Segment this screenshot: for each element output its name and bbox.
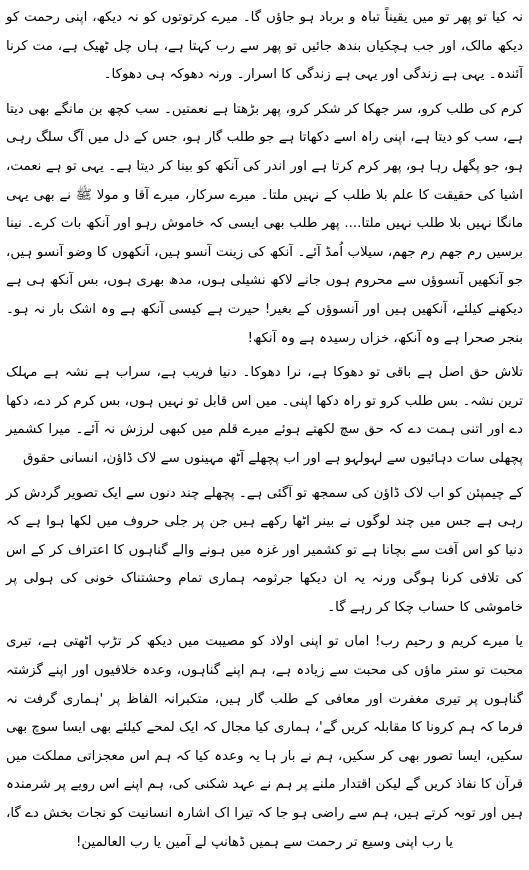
paragraph-3: تلاش حق اصل ہے باقی تو دھوکا ہے، نرا دھوکا۔ دنیا فریب ہے، سراب ہے نشہ ہے مہلک ترین نشہ۔ بس طلب کرو تو راہ دکھا اپنی۔ میں اس قابل تو نہیں ہوں، بس کرم کر دے، دکھا دے اور اتنی ہمت دے کہ حق سچ لکھتے ہوئے میرے قلم میں کبھی لرزش نہ آئے۔ میرا کشمیر پچھلی سات دہائیوں سے لہولہو ہے اور اب پچھلے آٹھ مہینوں سے لاک ڈاؤن، انسانی حقوق [6, 365, 523, 466]
paragraph-4: کے چیمپئن کو اب لاک ڈاؤن کی سمجھ تو آگئی ہے۔ پچھلے چند دنوں سے ایک تصویر گردش کر رہی ہے جس میں چند لوگوں نے بینر اٹھا رکھے ہیں جن پر جلی حروف میں لکھا ہوا ہے کہ دنیا کو اس آفت سے بچانا ہے تو کشمیر اور غزہ میں ہونے والے گناہوں کا اعتراف کر کے اس کی تلافی کرنا ہوگی ورنہ یہ ان دیکھا جرثومہ ہماری تمام وحشتناک خونی کی ہولی پر خاموشی کا حساب چکا کر رہے گا۔ [6, 485, 523, 615]
paragraph-1: نہ کیا تو پھر تو میں یقیناً تباہ و برباد ہو جاؤں گا۔ میرے کرتوتوں کو نہ دیکھ، اپنی رحمت کو دیکھ مالک، اور جب ہچکیاں بندھ جائیں تو پھر سے رب کہتا ہے، ہاں چل ٹھیک ہے، مت کرنا آئندہ۔ یہی ہے زندگی اور یہی ہے زندگی کا اسرار۔ ورنہ دھوکہ ہی دھوکا۔ [6, 10, 523, 83]
paragraph-2: کرم کی طلب کرو، سر جھکا کر شکر کرو، پھر بڑھتا ہے نعمتیں۔ سب کچھ بن مانگے بھی دیتا ہے، سب کو دیتا ہے، اپنی راہ اسے دکھاتا ہے جو طلب گار ہو، جس کے دل میں آگ سلگ رہی ہو، جو پگھل رہا ہو، پھر کرم کرتا ہے اور اندر کی آنکھ کو بینا کر دیتا ہے۔ یہی تو ہے نعمت، اشیا کی حقیقت کا علم بلا طلب کے نہیں ملتا۔ میرے سرکار، میرے آقا و مولا ﷺ نے بھی یہی مانگا نہیں بلا طلب نہیں ملتا.... پھر طلب بھی ایسی کہ خاموش رہو اور آنکھ بات کرے۔ نینا برسیں رم جھم رم جھم، سیلاب اُمڈ آئے۔ آنکھ کی زینت آنسو ہیں، آنکھوں کا وضو آنسو ہیں، جو آنکھیں آنسوؤں سے محروم ہوں جانے لاکھ نشیلی ہوں، مدھ بھری ہوں، بس آنکھ ہی ہے دیکھنے کیلئے، آنکھیں ہیں اور آنسوؤں کے بغیر! حیرت ہے کیسی آنکھ ہے وہ اشک بار نہ ہو۔ بنجر صحرا ہے وہ آنکھ، خزاں رسیدہ ہے وہ آنکھ! [6, 101, 523, 346]
paragraph-5: یا میرے کریم و رحیم رب! اماں تو اپنی اولاد کو مصیبت میں دیکھ کر تڑپ اٹھتی ہے، تیری محبت تو ستر ماؤں کی محبت سے زیادہ ہے، ہم اپنے گناہوں، وعدہ خلافیوں اور اپنے گزشتہ گناہوں پر تیری مغفرت اور معافی کے طلب گار ہیں، متکبرانہ الفاظ پر 'ہماری گرفت نہ فرما کہ ہم کرونا کا مقابلہ کریں گے'، ہماری کیا مجال کہ ایک لمحے کیلئے بھی ایسا سوچ بھی سکیں، ایسا تصور بھی کر سکیں، ہم نے بار ہا یہ وعدہ کیا کہ ہم اس معجزاتی مملکت میں قرآن کا نفاذ کریں گے لیکن اقتدار ملنے پر ہم نے عہد شکنی کی، ہم اپنے اس رویے پر شرمندہ ہیں اور توبہ کرتے ہیں، ہم سے راضی ہو جا کہ تیرا اک اشارہ انسانیت کو نجات بخش دے گا، یا رب اپنی وسیع تر رحمت سے ہمیں ڈھانپ لے آمین یا رب العالمین! [6, 634, 523, 850]
